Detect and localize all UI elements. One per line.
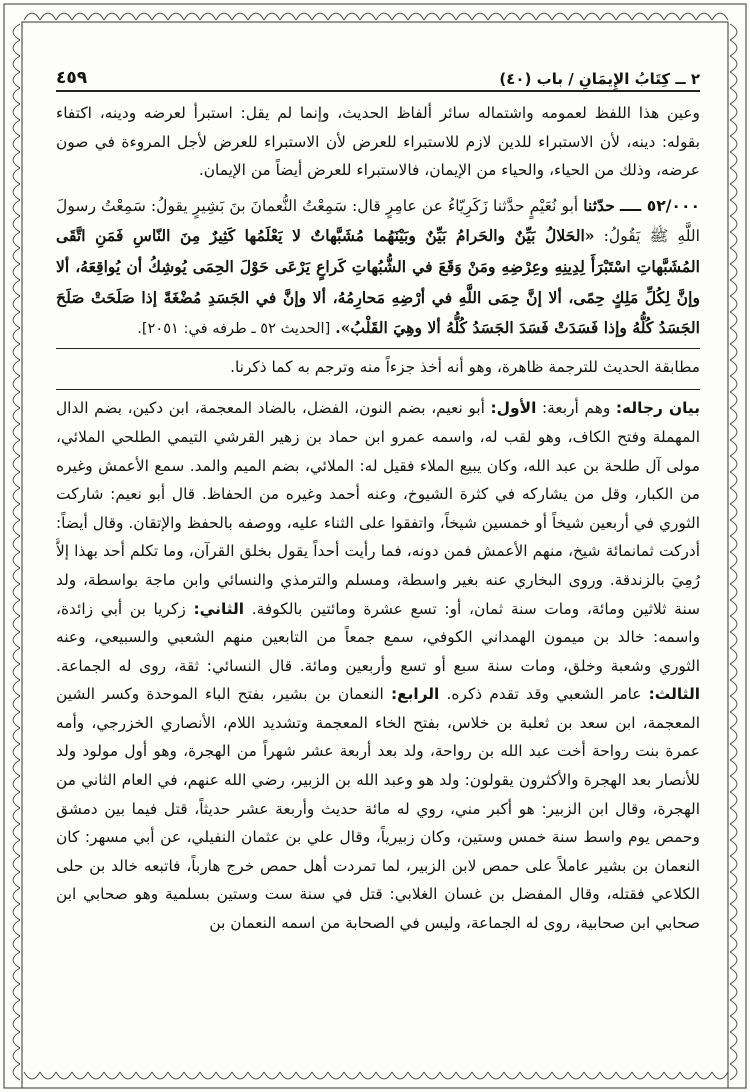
paragraph-commentary: وعين هذا اللفظ لعمومه واشتماله سائر ألفاظ الحديث، وإنما لم يقل: استبرأ لعرضه ودينه، اكتفاء بقوله: دينه، لأن الاستبراء للدين لازم للاستبراء للعرض لأن الاستبراء للعرض لأجل المروءة في صون عرضه، وذلك من الحياء، والحياء من الإيمان، فالاستبراء للعرض أيضاً من الإيمان. (56, 104, 700, 180)
label-second: الثاني: (193, 599, 245, 618)
label-third: الثالث: (648, 685, 700, 704)
page-number: ٤٥٩ (56, 68, 88, 88)
narrator-third: عامر الشعبي وقد تقدم ذكره. (439, 685, 649, 704)
hadith-reference: [الحديث ٥٢ ـ طرفه في: ٢٠٥١]. (137, 320, 331, 338)
header-title: ٢ ــ كِتَابُ الإِيمَانِ / باب (٤٠) (499, 70, 700, 88)
paragraph-correspondence: مطابقة الحديث للترجمة ظاهرة، وهو أنه أخذ جزءاً منه وترجم به كما ذكرنا. (230, 357, 700, 376)
section-divider (56, 348, 700, 349)
narrators-heading: بيان رجاله: (615, 399, 700, 418)
hadith-number: ٥٢/٠٠٠ ــــ (619, 196, 700, 215)
running-header (56, 56, 700, 92)
narrator-first: أبو نعيم، بضم النون، الفضل، بالضاد المعجمة، ابن دكين، بضم الدال المهملة وفتح الكاف، وهو لقب له، واسمه عمرو ابن حماد بن زهير القرشي التيمي الطلحي الملائي، مولى آل طلحة بن عبد الله، وكان يبيع الملاء فقيل له: الملائي، بضم الميم والمد. سمع الأعمش وغيره من الكبار، وقل من يشاركه في كثرة الشيوخ، وعنه أحمد وغيره من الحفاظ. قال أبو نعيم: شاركت الثوري في أربعين شيخاً أو خمسين شيخاً، واتفقوا على الثناء عليه، ووصفه بالحفظ والإتقان. وقال أيضاً: أدركت ثمانمائة شيخ، منهم الأعمش فمن دونه، فما رأيت أحداً يقول بخلق القرآن، وما تكلم أحد بهذا إلاَّ رُمِيَ بالزندقة. وروى البخاري عنه بغير واسطة، ومسلم والترمذي والنسائي وابن ماجة بواسطة، ولد سنة ثلاثين ومائة، ومات سنة ثمان، أو: تسع عشرة ومائتين بالكوفة. (56, 399, 700, 618)
hadith-matn: «الحَلالُ بَيِّنٌ والحَرامُ بَيِّنٌ وبَيْنَهُما مُشَبَّهاتٌ لا يَعْلَمُها كَثِيرٌ مِنَ النّاسِ فَمَنِ اتَّقَى المُشَبَّهاتِ اسْتَبْرَأَ لِدِينِهِ وعِرْضِهِ ومَنْ وَقَعَ في الشُّبُهاتِ كَراعٍ يَرْعَى حَوْلَ الحِمَى يُوشِكُ أن يُواقِعَهُ، ألا وإنَّ لِكُلِّ مَلِكٍ حِمًى، ألا إنَّ حِمَى اللَّهِ في أرْضِهِ مَحارِمُهُ، ألا وإنَّ في الجَسَدِ مُضْغَةً إذا صَلَحَتْ صَلَحَ الجَسَدُ كُلُّهُ وإذا فَسَدَتْ فَسَدَ الجَسَدُ كُلُّهُ ألا وهِيَ القَلْبُ». (56, 226, 700, 338)
paragraph-narrators (56, 394, 700, 937)
hadith-text (56, 191, 700, 344)
label-fourth: الرابع: (390, 685, 440, 704)
label-first: الأول: (490, 399, 537, 418)
section-divider-2 (56, 389, 700, 390)
narrator-fourth: النعمان بن بشير، بفتح الباء الموحدة وكسر الشين المعجمة، ابن سعد بن ثعلبة بن خلاس، بفتح الخاء المعجمة وتشديد اللام، الأنصاري الخزرجي، وأمه عمرة بنت رواحة أخت عبد الله بن رواحة، ولد بعد أربعة عشر شهراً من الهجرة، وهو أول مولود ولد للأنصار بعد الهجرة والأكثرون يقولون: ولد هو وعبد الله بن الزبير، رضي الله عنهم، في العام الثاني من الهجرة، وقال ابن الزبير: هو أكبر مني، روي له مائة حديث وأربعة عشر حديثاً، قتل فيما بين دمشق وحمص يوم واسط سنة خمس وستين، وكان زبيرياً، وقال علي بن عثمان النفيلي، عن أبي مسهر: كان النعمان بن بشير عاملاً على حمص لابن الزبير، لما تمردت أهل حمص خرج هارباً، فاتبعه خالد بن حلى الكلاعي فقتله، وقال المفضل بن غسان الغلابي: قتل في سنة ست وستين بسلمية وهو صحابي ابن صحابي ابن صحابية، روى له الجماعة، وليس في الصحابة من اسمه النعمان بن (56, 685, 700, 933)
hadith-isnad: أبو نُعَيْمٍ حدَّثنا زَكَرِيّاءُ عن عامِرٍ قال: سَمِعْتُ النُّعمانَ بنَ بَشِيرٍ يقولُ: سَمِعْتُ رسولَ اللَّهِ ﷺ يَقُولُ: (56, 196, 700, 246)
narrators-intro: وهم أربعة: (536, 399, 616, 418)
page-content (56, 56, 700, 1078)
narrator-second: زكريا بن أبي زائدة، واسمه: خالد بن ميمون الهمداني الكوفي، سمع جمعاً من التابعين منهم الشعبي والسبيعي، وعنه الثوري وشعبة وخلق، ومات سنة سبع أو تسع وأربعين ومائة. قال النسائي: ثقة، روى له الجماعة. (56, 599, 700, 675)
hadith-haddathana: حدّثنا (583, 195, 615, 215)
